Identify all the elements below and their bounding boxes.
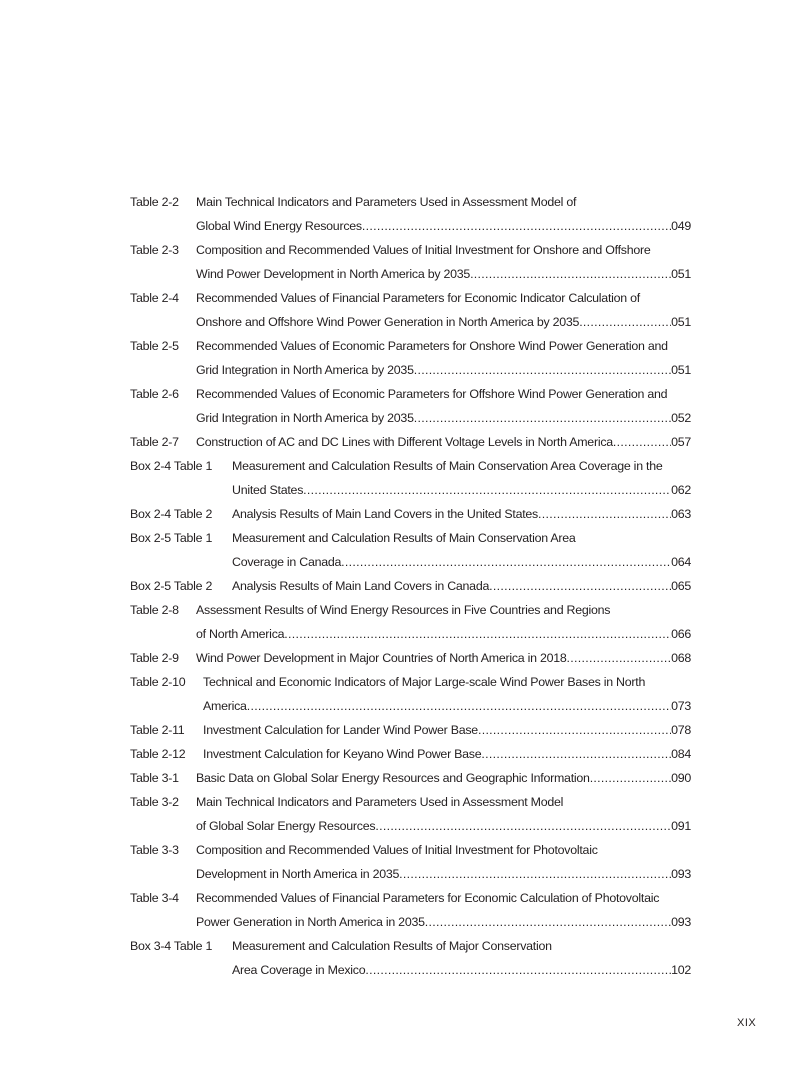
entry-title: Grid Integration in North America by 2035 — [196, 411, 414, 425]
entry-title: Global Wind Energy Resources — [196, 219, 362, 233]
entry-title: Measurement and Calculation Results of Main Conservation Area — [232, 531, 576, 545]
entry-title: Investment Calculation for Keyano Wind Power Base — [203, 747, 482, 761]
entry-page-number: 078 — [671, 723, 691, 737]
entry-title: of North America — [196, 627, 285, 641]
dot-leader — [365, 958, 671, 982]
entry-page-number: 073 — [671, 699, 691, 713]
entry-label: Box 2-4 Table 2 — [130, 507, 213, 521]
entry-title: Power Generation in North America in 2035 — [196, 915, 425, 929]
entry-title: Composition and Recommended Values of Initial Investment for Photovoltaic — [196, 843, 598, 857]
dot-leader — [478, 718, 671, 742]
entry-title: Measurement and Calculation Results of Main Conservation Area Coverage in the — [232, 459, 663, 473]
entry-page-number: 102 — [671, 963, 691, 977]
dot-leader — [414, 406, 671, 430]
toc-entry[interactable] — [130, 766, 691, 790]
entry-label: Box 2-4 Table 1 — [130, 459, 213, 473]
entry-page-number: 066 — [671, 627, 691, 641]
entry-label: Table 2-6 — [130, 387, 179, 401]
entry-label: Table 3-2 — [130, 795, 179, 809]
entry-title: Basic Data on Global Solar Energy Resources and Geographic Information — [196, 771, 590, 785]
entry-page-number: 091 — [671, 819, 691, 833]
entry-title: of Global Solar Energy Resources — [196, 819, 376, 833]
entry-label: Table 2-5 — [130, 339, 179, 353]
entry-label: Table 2-10 — [130, 675, 186, 689]
page-number: XIX — [737, 1017, 757, 1029]
toc-entry[interactable] — [130, 598, 691, 646]
entry-page-number: 068 — [671, 651, 691, 665]
toc-entry[interactable] — [130, 670, 691, 718]
dot-leader — [303, 478, 671, 502]
entry-title: Main Technical Indicators and Parameters Used in Assessment Model of — [196, 195, 577, 209]
entry-label: Table 3-1 — [130, 771, 179, 785]
entry-page-number: 051 — [671, 363, 691, 377]
entry-title: Recommended Values of Financial Parameters for Economic Calculation of Photovoltaic — [196, 891, 660, 905]
dot-leader — [567, 646, 672, 670]
entry-title: Area Coverage in Mexico — [232, 963, 366, 977]
entry-title: Main Technical Indicators and Parameters Used in Assessment Model — [196, 795, 564, 809]
entry-title: Composition and Recommended Values of Initial Investment for Onshore and Offshore — [196, 243, 651, 257]
entry-page-number: 049 — [671, 219, 691, 233]
dot-leader — [470, 262, 671, 286]
entry-title: Onshore and Offshore Wind Power Generation in North America by 2035 — [196, 315, 580, 329]
entry-label: Table 2-7 — [130, 435, 179, 449]
dot-leader — [579, 310, 671, 334]
dot-leader — [341, 550, 671, 574]
toc-entry[interactable] — [130, 502, 691, 526]
entry-page-number: 093 — [671, 915, 691, 929]
dot-leader — [489, 574, 671, 598]
entry-label: Table 2-8 — [130, 603, 179, 617]
entry-page-number: 051 — [671, 315, 691, 329]
dot-leader — [590, 766, 671, 790]
entry-label: Table 2-2 — [130, 195, 179, 209]
entry-title: Construction of AC and DC Lines with Different Voltage Levels in North America — [196, 435, 613, 449]
entry-page-number: 093 — [671, 867, 691, 881]
toc-entry[interactable] — [130, 190, 691, 238]
toc-entry[interactable] — [130, 718, 691, 742]
entry-title: Investment Calculation for Lander Wind Power Base — [203, 723, 478, 737]
entry-page-number: 090 — [671, 771, 691, 785]
entry-page-number: 057 — [671, 435, 691, 449]
entry-title: United States — [232, 483, 304, 497]
toc-entry[interactable] — [130, 286, 691, 334]
entry-label: Box 2-5 Table 2 — [130, 579, 213, 593]
entry-page-number: 052 — [671, 411, 691, 425]
entry-label: Table 2-12 — [130, 747, 186, 761]
toc-entry[interactable] — [130, 454, 691, 502]
toc-entry[interactable] — [130, 646, 691, 670]
entry-label: Table 2-9 — [130, 651, 179, 665]
toc-entry[interactable] — [130, 238, 691, 286]
entry-title: Coverage in Canada — [232, 555, 342, 569]
entry-page-number: 063 — [671, 507, 691, 521]
dot-leader — [425, 910, 671, 934]
entry-title: Wind Power Development in Major Countries of North America in 2018 — [196, 651, 567, 665]
entry-title: America — [203, 699, 247, 713]
entry-label: Box 2-5 Table 1 — [130, 531, 213, 545]
entry-label: Table 2-4 — [130, 291, 179, 305]
entry-title: Development in North America in 2035 — [196, 867, 400, 881]
entry-label: Table 2-3 — [130, 243, 179, 257]
dot-leader — [481, 742, 671, 766]
dot-leader — [375, 814, 671, 838]
dot-leader — [414, 358, 671, 382]
entry-title: Analysis Results of Main Land Covers in the United States — [232, 507, 539, 521]
toc-entry[interactable] — [130, 886, 691, 934]
toc-entry[interactable] — [130, 526, 691, 574]
dot-leader — [284, 622, 671, 646]
entry-title: Wind Power Development in North America by 2035 — [196, 267, 471, 281]
toc-entry[interactable] — [130, 934, 691, 982]
entry-title: Analysis Results of Main Land Covers in Canada — [232, 579, 490, 593]
dot-leader — [399, 862, 671, 886]
entry-label: Box 3-4 Table 1 — [130, 939, 213, 953]
entry-page-number: 065 — [671, 579, 691, 593]
entry-title: Recommended Values of Economic Parameters for Onshore Wind Power Generation and — [196, 339, 668, 353]
dot-leader — [362, 214, 671, 238]
entry-page-number: 064 — [671, 555, 691, 569]
entry-title: Recommended Values of Financial Parameters for Economic Indicator Calculation of — [196, 291, 640, 305]
toc-entry[interactable] — [130, 790, 691, 838]
entry-page-number: 051 — [671, 267, 691, 281]
toc-entry[interactable] — [130, 334, 691, 382]
dot-leader — [247, 694, 671, 718]
entry-page-number: 062 — [671, 483, 691, 497]
toc-entry[interactable] — [130, 838, 691, 886]
toc-entry[interactable] — [130, 430, 691, 454]
dot-leader — [613, 430, 671, 454]
entry-title: Recommended Values of Economic Parameters for Offshore Wind Power Generation and — [196, 387, 668, 401]
entry-label: Table 3-3 — [130, 843, 179, 857]
entry-label: Table 2-11 — [130, 723, 185, 737]
dot-leader — [538, 502, 671, 526]
toc-entry[interactable] — [130, 742, 691, 766]
entry-title: Technical and Economic Indicators of Major Large-scale Wind Power Bases in North — [203, 675, 646, 689]
toc-entry[interactable] — [130, 574, 691, 598]
entry-title: Assessment Results of Wind Energy Resources in Five Countries and Regions — [196, 603, 611, 617]
entry-title: Grid Integration in North America by 2035 — [196, 363, 414, 377]
entry-title: Measurement and Calculation Results of Major Conservation — [232, 939, 552, 953]
entry-page-number: 084 — [671, 747, 691, 761]
list-of-tables — [130, 190, 691, 982]
toc-entry[interactable] — [130, 382, 691, 430]
entry-label: Table 3-4 — [130, 891, 179, 905]
